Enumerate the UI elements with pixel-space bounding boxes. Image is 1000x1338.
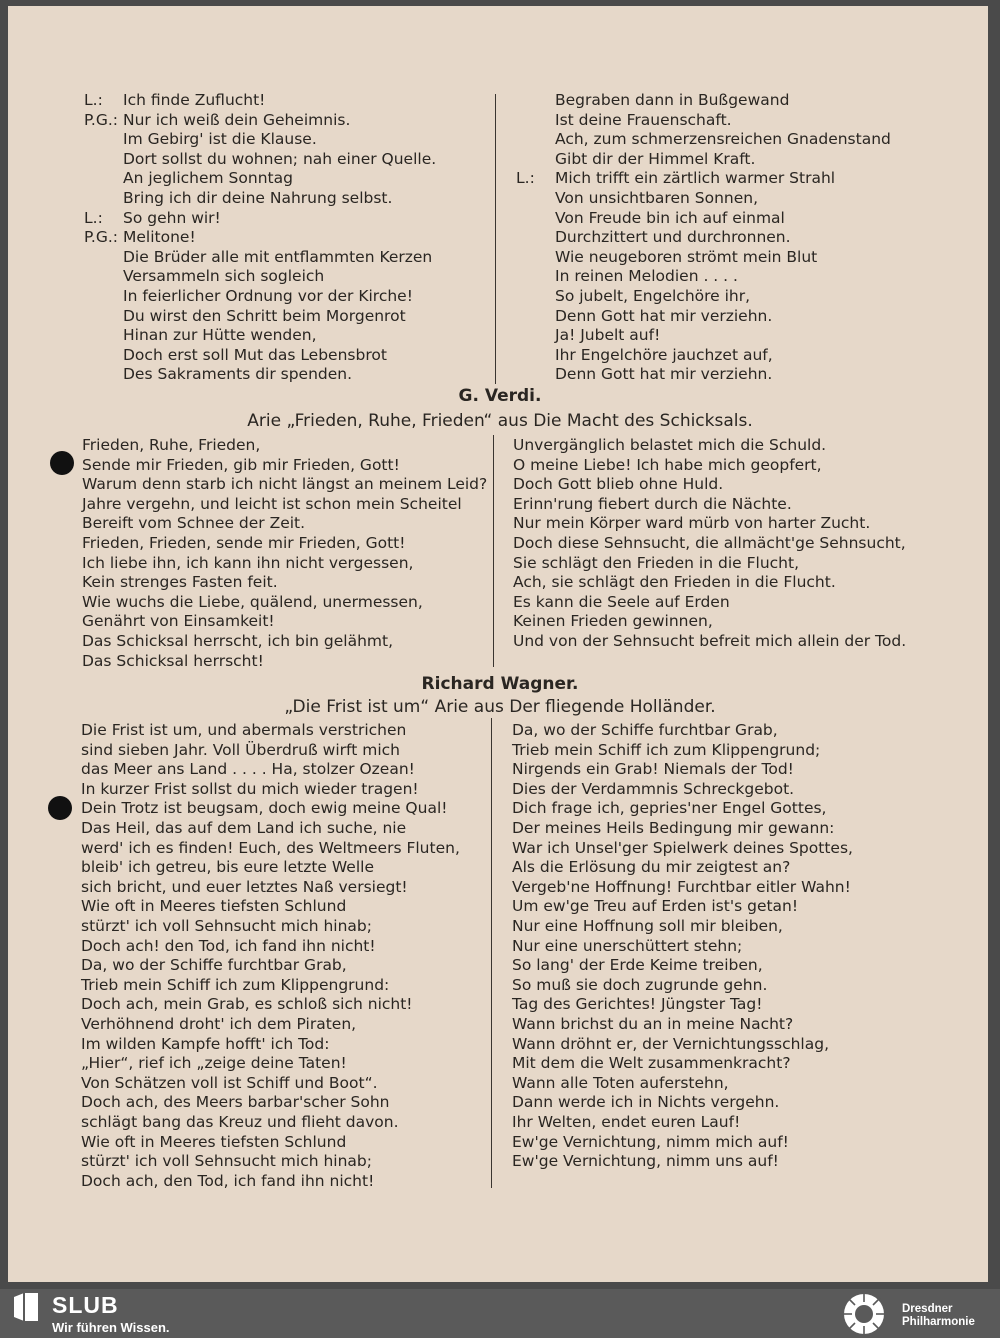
verse-line: sind sieben Jahr. Voll Überdruß wirft mich (81, 740, 400, 759)
verse-line: Da, wo der Schiffe furchtbar Grab, (81, 956, 347, 975)
speaker-label: L.: (516, 169, 535, 188)
verse-line: Sende mir Frieden, gib mir Frieden, Gott! (82, 455, 400, 474)
verse-line: Wie neugeboren strömt mein Blut (555, 247, 818, 266)
verse-line: schlägt bang das Kreuz und flieht davon. (81, 1113, 399, 1131)
verse-line: Doch diese Sehnsucht, die allmächt'ge Sehnsucht, (513, 534, 906, 552)
verse-line: Ew'ge Vernichtung, nimm mich auf! (512, 1132, 789, 1151)
verse-line: Ach, sie schlägt den Frieden in die Flucht. (513, 573, 836, 592)
wagner-composer: Richard Wagner. (421, 674, 579, 694)
verse-line: werd' ich es finden! Euch, des Weltmeers Fluten, (81, 838, 460, 857)
verse-line: So lang' der Erde Keime treiben, (512, 956, 763, 975)
verse-line: Nur ich weiß dein Geheimnis. (123, 110, 351, 129)
verse-line: Von Freude bin ich auf einmal (555, 208, 785, 227)
verse-line: Im wilden Kampfe hofft' ich Tod: (81, 1034, 330, 1053)
verse-line: Warum denn starb ich nicht längst an meinem Leid? (82, 475, 488, 494)
verse-line: Frieden, Frieden, sende mir Frieden, Gott! (82, 534, 406, 552)
verse-line: In kurzer Frist sollst du mich wieder tragen! (81, 779, 419, 798)
verse-line: Der meines Heils Bedingung mir gewann: (512, 819, 835, 837)
verse-line: Bereift vom Schnee der Zeit. (82, 514, 306, 533)
verse-line: Als die Erlösung du mir zeigtest an? (512, 858, 791, 877)
verse-line: An jeglichem Sonntag (123, 169, 293, 188)
verse-line: Nur mein Körper ward mürb von harter Zucht. (513, 514, 871, 533)
verse-line: Um ew'ge Treu auf Erden ist's getan! (512, 897, 799, 916)
verse-line: So jubelt, Engelchöre ihr, (555, 287, 751, 305)
verse-line: So gehn wir! (123, 208, 221, 227)
verse-line: O meine Liebe! Ich habe mich geopfert, (513, 455, 822, 474)
verse-line: Da, wo der Schiffe furchtbar Grab, (512, 721, 778, 739)
verse-line: Hinan zur Hütte wenden, (123, 326, 317, 345)
verse-line: Vergeb'ne Hoffnung! Furchtbar eitler Wahn! (512, 877, 851, 896)
verse-line: stürzt' ich voll Sehnsucht mich hinab; (81, 917, 372, 935)
verse-line: So muß sie doch zugrunde gehn. (512, 975, 768, 994)
verse-line: Keinen Frieden gewinnen, (513, 612, 713, 631)
verse-line: Doch ach, des Meers barbar'scher Sohn (81, 1093, 390, 1112)
verse-line: Das Heil, das auf dem Land ich suche, nie (81, 819, 407, 837)
verse-line: Ist deine Frauenschaft. (555, 110, 732, 129)
verse-line: Die Frist ist um, und abermals verstrichen (81, 721, 407, 739)
verse-line: Nur eine Hoffnung soll mir bleiben, (512, 917, 783, 935)
verse-line: Dies der Verdammnis Schreckgebot. (512, 779, 795, 798)
punch-hole-top (50, 451, 74, 475)
verse-line: Das Schicksal herrscht! (82, 651, 264, 670)
verse-line: Kein strenges Fasten feit. (82, 573, 278, 592)
verse-line: „Hier“, rief ich „zeige deine Taten! (81, 1054, 347, 1073)
verse-line: Ihr Engelchöre jauchzet auf, (555, 345, 773, 364)
speaker-label: P.G.: (84, 228, 119, 247)
verse-line: In reinen Melodien . . . . (555, 267, 738, 286)
speaker-label: P.G.: (84, 110, 119, 129)
verse-line: Doch erst soll Mut das Lebensbrot (123, 345, 387, 364)
philharmonie-logo-icon (840, 1290, 888, 1338)
column-divider-top (495, 94, 496, 384)
verse-line: War ich Unsel'ger Spielwerk deines Spottes, (512, 838, 853, 857)
wagner-aria-title: „Die Frist ist um“ Arie aus Der fliegende Holländer. (284, 697, 716, 717)
verse-line: Melitone! (123, 228, 196, 247)
verse-line: Ew'ge Vernichtung, nimm uns auf! (512, 1152, 779, 1171)
verse-line: Wie oft in Meeres tiefsten Schlund (81, 897, 347, 916)
slub-tagline: Wir führen Wissen. (52, 1320, 170, 1335)
verse-line: Ach, zum schmerzensreichen Gnadenstand (555, 130, 891, 149)
verse-line: Im Gebirg' ist die Klause. (123, 130, 317, 149)
verse-line: Nur eine unerschüttert stehn; (512, 936, 743, 955)
verse-line: Wie wuchs die Liebe, quälend, unermessen, (82, 592, 423, 611)
verse-line: Das Schicksal herrscht, ich bin gelähmt, (82, 632, 393, 650)
verse-line: Dann werde ich in Nichts vergehn. (512, 1093, 780, 1112)
verse-line: Durchzittert und durchronnen. (555, 228, 791, 247)
verse-line: das Meer ans Land . . . . Ha, stolzer Ozean! (81, 760, 415, 779)
philharmonie-name (902, 1303, 975, 1329)
verse-line: sich bricht, und euer letztes Naß versiegt! (81, 877, 408, 896)
verse-line: Mich trifft ein zärtlich warmer Strahl (555, 169, 836, 188)
verse-line: Wann dröhnt er, der Vernichtungsschlag, (512, 1034, 829, 1053)
verdi-composer: G. Verdi. (458, 386, 542, 406)
column-divider-verdi (493, 435, 494, 667)
verse-line: Doch Gott blieb ohne Huld. (513, 475, 724, 494)
verse-line: Ja! Jubelt auf! (555, 326, 661, 345)
verse-line: Denn Gott hat mir verziehn. (555, 306, 773, 325)
verse-line: Bring ich dir deine Nahrung selbst. (123, 189, 393, 207)
verse-line: Ich finde Zuflucht! (123, 91, 266, 109)
verse-line: Von unsichtbaren Sonnen, (555, 189, 758, 207)
verse-line: Dich frage ich, gepries'ner Engel Gottes, (512, 799, 827, 818)
verse-line: Tag des Gerichtes! Jüngster Tag! (512, 995, 763, 1014)
philharmonie-name-line2: Philharmonie (902, 1316, 975, 1328)
verse-line: Ihr Welten, endet euren Lauf! (512, 1113, 741, 1131)
verse-line: Und von der Sehnsucht befreit mich allein der Tod. (513, 632, 907, 650)
verse-line: Trieb mein Schiff ich zum Klippengrund: (81, 975, 390, 994)
verse-line: Unvergänglich belastet mich die Schuld. (513, 436, 827, 454)
verse-line: Ich liebe ihn, ich kann ihn nicht vergessen, (82, 553, 414, 572)
speaker-label: L.: (84, 91, 103, 109)
verse-line: Sie schlägt den Frieden in die Flucht, (513, 553, 799, 572)
verse-line: Wie oft in Meeres tiefsten Schlund (81, 1132, 347, 1151)
verse-line: Dein Trotz ist beugsam, doch ewig meine Qual! (81, 799, 448, 818)
verse-line: Mit dem die Welt zusammenkracht? (512, 1054, 791, 1073)
verse-line: Begraben dann in Bußgewand (555, 91, 790, 109)
verse-line: Doch ach! den Tod, ich fand ihn nicht! (81, 936, 376, 955)
verse-line: Du wirst den Schritt beim Morgenrot (123, 306, 406, 325)
verse-line: Trieb mein Schiff ich zum Klippengrund; (512, 740, 821, 759)
punch-hole-bottom (48, 796, 72, 820)
verse-line: Verhöhnend droht' ich dem Piraten, (81, 1015, 357, 1033)
slub-logo-icon (12, 1291, 40, 1323)
column-divider-wagner (491, 718, 492, 1188)
verse-line: Dort sollst du wohnen; nah einer Quelle. (123, 149, 437, 168)
verse-line: In feierlicher Ordnung vor der Kirche! (123, 287, 413, 305)
verse-line: Genährt von Einsamkeit! (82, 612, 275, 631)
verse-line: Wann alle Toten auferstehn, (512, 1073, 729, 1092)
verse-line: Des Sakraments dir spenden. (123, 365, 353, 384)
verse-line: Nirgends ein Grab! Niemals der Tod! (512, 760, 794, 779)
philharmonie-name-line1: Dresdner (902, 1303, 953, 1315)
verse-line: Versammeln sich sogleich (123, 267, 325, 286)
verse-line: Denn Gott hat mir verziehn. (555, 365, 773, 384)
verse-line: Die Brüder alle mit entflammten Kerzen (123, 247, 433, 266)
speaker-label: L.: (84, 208, 103, 227)
verse-line: Wann brichst du an in meine Nacht? (512, 1015, 794, 1033)
verse-line: Doch ach, den Tod, ich fand ihn nicht! (81, 1171, 375, 1190)
verse-line: bleib' ich getreu, bis eure letzte Welle (81, 858, 374, 877)
verse-line: Es kann die Seele auf Erden (513, 592, 730, 611)
slub-name: SLUB (52, 1292, 119, 1318)
verse-line: Jahre vergehn, und leicht ist schon mein Scheitel (82, 494, 462, 513)
verse-line: Gibt dir der Himmel Kraft. (555, 149, 756, 168)
verse-line: stürzt' ich voll Sehnsucht mich hinab; (81, 1152, 372, 1171)
verse-line: Erinn'rung fiebert durch die Nächte. (513, 494, 792, 513)
verdi-aria-title: Arie „Frieden, Ruhe, Frieden“ aus Die Macht des Schicksals. (247, 411, 753, 431)
verse-line: Doch ach, mein Grab, es schloß sich nicht! (81, 995, 413, 1014)
verse-line: Von Schätzen voll ist Schiff und Boot“. (81, 1073, 378, 1092)
verse-line: Frieden, Ruhe, Frieden, (82, 436, 261, 454)
